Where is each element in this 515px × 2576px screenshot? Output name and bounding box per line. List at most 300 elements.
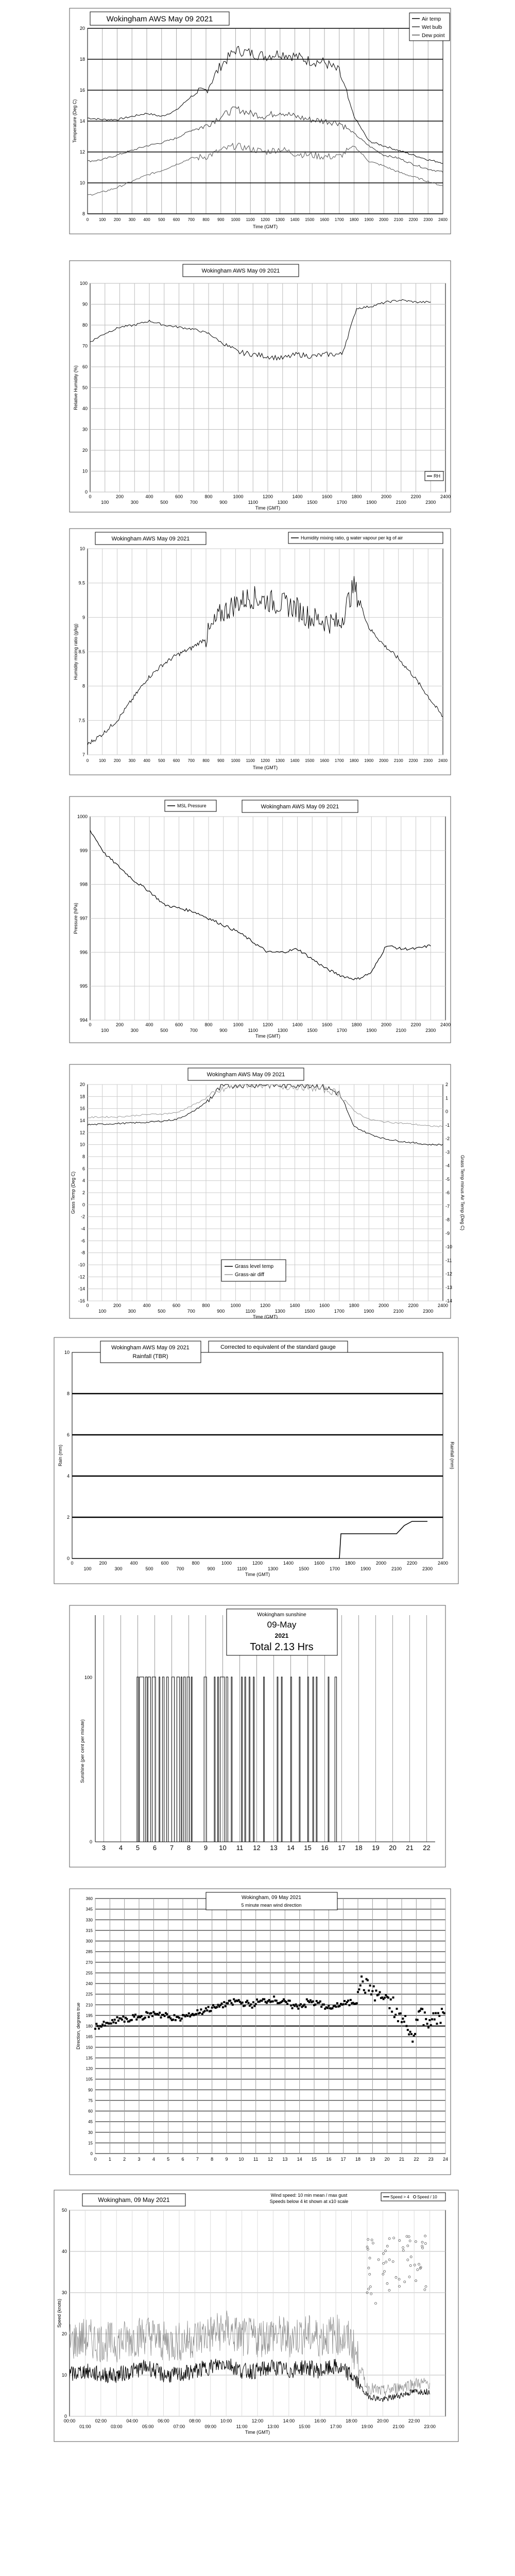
x-tick-label: 15	[311, 2157, 317, 2162]
y-tick-label: 14	[79, 1118, 85, 1123]
x-tick-label: 100	[83, 1566, 92, 1571]
pressure-panel	[0, 796, 515, 1043]
x-tick-label: 0	[86, 217, 89, 222]
direction-point	[363, 1989, 365, 1991]
direction-point	[223, 2001, 225, 2003]
x-tick-label: 7	[169, 1844, 174, 1852]
x-tick-label: 22:00	[408, 2418, 420, 2424]
direction-point	[242, 2002, 244, 2004]
x-tick-label: 1200	[252, 1561, 263, 1566]
x-tick-label: 2200	[408, 1303, 419, 1308]
x-tick-label: 300	[128, 1309, 136, 1314]
y-tick-label: 345	[85, 1907, 93, 1912]
y-tick-label: 10	[61, 2372, 67, 2378]
direction-point	[300, 2003, 302, 2005]
x-tick-label: 1300	[275, 217, 285, 222]
y-tick-label: 135	[85, 2056, 93, 2061]
x-tick-label: 1800	[351, 494, 362, 499]
y-axis-label: Grass Temp minus Air Temp (Deg C)	[460, 1155, 465, 1231]
x-tick-label: 1200	[261, 758, 270, 763]
direction-point	[413, 2035, 415, 2037]
direction-point	[291, 2007, 294, 2009]
direction-point	[310, 1999, 312, 2002]
direction-point	[411, 2041, 414, 2043]
x-tick-label: 12	[267, 2157, 273, 2162]
x-tick-label: 18:00	[346, 2418, 357, 2424]
y2-tick-label: 1	[445, 1095, 449, 1101]
x-tick-label: 21	[406, 1844, 414, 1852]
direction-point	[97, 2025, 99, 2027]
x-tick-label: 04:00	[126, 2418, 138, 2424]
direction-point	[369, 1985, 371, 1987]
y-tick-label: 10	[79, 180, 85, 185]
x-tick-label: 200	[113, 758, 121, 763]
direction-point	[134, 2014, 136, 2016]
x-tick-label: 1300	[277, 500, 288, 505]
x-tick-label: 3	[101, 1844, 106, 1852]
y-tick-label: 165	[85, 2035, 93, 2040]
x-tick-label: 2	[123, 2157, 126, 2162]
legend-label: RH	[434, 473, 440, 479]
x-tick-label: 1400	[290, 758, 300, 763]
direction-point	[387, 1996, 389, 1998]
direction-point	[101, 2024, 104, 2026]
y-tick-label: 120	[85, 2066, 93, 2071]
y-tick-label: -8	[80, 1250, 85, 1256]
direction-point	[425, 2018, 427, 2020]
wind-direction-chart	[0, 1888, 515, 2177]
x-tick-label: 1500	[305, 217, 315, 222]
x-tick-label: 9	[203, 1844, 208, 1852]
direction-point	[358, 1988, 360, 1990]
y-tick-label: 285	[85, 1950, 93, 1955]
x-tick-label: 1900	[364, 758, 374, 763]
x-tick-label: 8	[186, 1844, 191, 1852]
x-tick-label: 11	[236, 1844, 244, 1852]
x-axis-label: Time (GMT)	[245, 1572, 270, 1577]
x-tick-label: 700	[187, 217, 195, 222]
x-tick-label: 9	[225, 2157, 228, 2162]
x-tick-label: 800	[202, 1303, 210, 1308]
direction-point	[405, 2025, 407, 2027]
sunshine-chart	[0, 1605, 515, 1868]
y-tick-label: -16	[78, 1298, 85, 1303]
x-tick-label: 19	[372, 1844, 380, 1852]
wind-speed-panel	[0, 2190, 515, 2442]
direction-point	[435, 2012, 437, 2014]
direction-point	[396, 2008, 398, 2010]
y2-tick-label: -6	[445, 1190, 450, 1195]
grass-temp-chart	[0, 1064, 515, 1319]
y-tick-label: 8.5	[78, 649, 85, 654]
direction-point	[377, 1993, 380, 1995]
x-tick-label: 5	[167, 2157, 170, 2162]
direction-point	[195, 2013, 197, 2015]
y-tick-label: 150	[85, 2045, 93, 2050]
x-axis-label: Time (GMT)	[255, 505, 281, 511]
y-axis-label: Relative Humidity (%)	[73, 365, 78, 410]
x-tick-label: 1200	[262, 494, 273, 499]
direction-point	[251, 2007, 253, 2009]
direction-point	[397, 2020, 399, 2022]
x-tick-label: 20	[389, 1844, 397, 1852]
x-tick-label: 11:00	[236, 2424, 248, 2429]
x-tick-label: 21	[399, 2157, 405, 2162]
x-tick-label: 2100	[393, 1309, 404, 1314]
x-tick-label: 800	[202, 217, 210, 222]
y2-tick-label: -5	[445, 1176, 450, 1182]
x-tick-label: 800	[204, 494, 213, 499]
x-tick-label: 12:00	[251, 2418, 264, 2424]
direction-point	[427, 2026, 430, 2028]
x-tick-label: 2400	[438, 758, 448, 763]
x-axis-label: Time (GMT)	[252, 224, 278, 229]
rain-panel	[0, 1337, 515, 1584]
y-tick-label: 997	[79, 916, 88, 921]
y-tick-label: 20	[79, 26, 85, 31]
chart-title: Wokingham, 09 May 2021	[242, 1895, 301, 1901]
x-tick-label: 1900	[360, 1566, 371, 1571]
y-tick-label: 50	[82, 385, 88, 391]
x-tick-label: 800	[202, 758, 210, 763]
x-tick-label: 1300	[277, 1028, 288, 1033]
x-tick-label: 5	[135, 1844, 140, 1852]
y-tick-label: 995	[79, 984, 88, 989]
direction-point	[252, 2001, 254, 2003]
x-tick-label: 1700	[329, 1566, 340, 1571]
direction-point	[335, 2006, 337, 2008]
direction-point	[276, 1999, 278, 2002]
x-tick-label: 22	[414, 2157, 419, 2162]
x-tick-label: 400	[145, 494, 153, 499]
direction-point	[166, 2013, 168, 2015]
direction-point	[256, 1998, 258, 2001]
direction-point	[133, 2015, 135, 2018]
x-tick-label: 500	[160, 1028, 168, 1033]
direction-point	[210, 2010, 212, 2012]
y-tick-label: 315	[85, 1928, 93, 1933]
x-tick-label: 1100	[248, 500, 258, 505]
y-tick-label: 9	[82, 615, 85, 620]
chart-title: Wokingham AWS May 09 2021	[201, 267, 280, 274]
legend	[425, 471, 443, 481]
direction-point	[179, 2020, 181, 2022]
x-tick-label: 1500	[305, 758, 315, 763]
direction-point	[362, 1980, 364, 1982]
y-tick-label: 70	[82, 343, 88, 349]
y-tick-label: 90	[88, 2088, 93, 2093]
x-tick-label: 400	[143, 217, 150, 222]
direction-point	[232, 2004, 234, 2006]
x-tick-label: 1600	[314, 1561, 325, 1566]
direction-point	[196, 2009, 198, 2011]
direction-point	[360, 1975, 363, 1977]
x-tick-label: 15	[304, 1844, 312, 1852]
temperature-panel	[0, 8, 515, 234]
y-tick-label: 1000	[77, 814, 88, 819]
x-tick-label: 500	[158, 758, 165, 763]
x-tick-label: 16	[326, 2157, 332, 2162]
x-tick-label: 600	[173, 217, 180, 222]
direction-point	[424, 2011, 426, 2013]
direction-point	[273, 1995, 275, 1997]
direction-point	[178, 2017, 180, 2019]
direction-point	[112, 2021, 114, 2023]
legend	[165, 800, 216, 811]
y-tick-label: 6	[66, 1432, 70, 1437]
legend-label: Speed / 10	[417, 2195, 437, 2199]
y-tick-label: 10	[82, 468, 88, 474]
direction-point	[117, 2020, 119, 2022]
x-tick-label: 400	[143, 758, 150, 763]
x-tick-label: 17	[340, 2157, 346, 2162]
y-tick-label: -12	[78, 1274, 85, 1280]
x-tick-label: 06:00	[158, 2418, 169, 2424]
legend	[409, 13, 450, 41]
direction-point	[403, 2021, 405, 2023]
x-tick-label: 900	[217, 758, 225, 763]
x-tick-label: 2000	[379, 217, 388, 222]
y-tick-label: 50	[61, 2208, 67, 2213]
x-tick-label: 2400	[437, 1303, 449, 1308]
y-tick-label: 80	[82, 323, 88, 328]
direction-point	[394, 2014, 397, 2016]
y-tick-label: 8	[82, 1154, 85, 1159]
direction-point	[388, 2007, 390, 2009]
x-tick-label: 1000	[230, 1303, 241, 1308]
x-tick-label: 1000	[233, 1022, 244, 1027]
direction-point	[221, 2003, 223, 2005]
y-axis-label: Temperature (Deg C)	[72, 99, 77, 143]
chart-title: Wokingham AWS May 09 2021	[111, 1345, 190, 1351]
direction-point	[331, 2007, 333, 2009]
direction-point	[370, 1993, 372, 1995]
y-tick-label: 100	[84, 1675, 92, 1680]
legend-label: Speed > 4	[390, 2195, 409, 2199]
x-tick-label: 1100	[237, 1566, 247, 1571]
y-tick-label: 210	[85, 2003, 93, 2008]
x-tick-label: 500	[158, 1309, 166, 1314]
direction-point	[356, 2002, 358, 2004]
direction-point	[233, 1998, 235, 2001]
y-tick-label: 994	[79, 1018, 88, 1023]
y-tick-label: 16	[79, 88, 85, 93]
y-tick-label: 90	[82, 301, 88, 307]
direction-point	[250, 2004, 252, 2006]
direction-point	[206, 2009, 208, 2011]
x-tick-label: 1800	[351, 1022, 362, 1027]
y-tick-label: 8	[66, 1391, 70, 1396]
direction-point	[212, 2004, 214, 2006]
x-tick-label: 400	[143, 1303, 151, 1308]
direction-point	[222, 2006, 224, 2008]
x-tick-label: 19	[370, 2157, 375, 2162]
y-tick-label: 12	[79, 1130, 85, 1136]
wind-direction-panel	[0, 1888, 515, 2177]
x-tick-label: 1800	[349, 1303, 359, 1308]
legend-label: Grass level temp	[235, 1264, 274, 1269]
x-tick-label: 0	[86, 758, 89, 763]
direction-point	[158, 2014, 160, 2016]
direction-point	[121, 2019, 123, 2021]
direction-point	[244, 2005, 246, 2007]
direction-point	[303, 2004, 305, 2006]
x-tick-label: 2200	[410, 1022, 421, 1027]
direction-point	[328, 2005, 330, 2007]
x-tick-label: 1900	[364, 217, 374, 222]
x-tick-label: 1200	[262, 1022, 273, 1027]
x-tick-label: 14:00	[283, 2418, 295, 2424]
x-axis-label: Time (GMT)	[252, 765, 278, 770]
y-tick-label: 180	[85, 2024, 93, 2029]
x-tick-label: 6	[181, 2157, 184, 2162]
x-tick-label: 1300	[267, 1566, 279, 1571]
direction-point	[357, 1991, 359, 1993]
x-tick-label: 2100	[391, 1566, 402, 1571]
x-tick-label: 2400	[438, 217, 448, 222]
direction-point	[400, 2012, 402, 2014]
x-tick-label: 600	[161, 1561, 169, 1566]
direction-point	[151, 2015, 153, 2017]
direction-point	[312, 2001, 314, 2003]
x-tick-label: 19:00	[361, 2424, 373, 2429]
y-tick-label: 999	[79, 848, 88, 853]
direction-point	[407, 2029, 409, 2031]
x-tick-label: 300	[114, 1566, 123, 1571]
x-tick-label: 07:00	[173, 2424, 185, 2429]
x-tick-label: 15:00	[298, 2424, 311, 2429]
direction-point	[419, 2010, 421, 2012]
x-tick-label: 1900	[364, 1309, 374, 1314]
x-tick-label: 1700	[334, 1309, 345, 1314]
direction-point	[295, 2004, 297, 2006]
x-tick-label: 1400	[290, 217, 300, 222]
x-tick-label: 10	[219, 1844, 227, 1852]
y-axis-label: Rain (mm)	[58, 1445, 63, 1466]
chart-title: Wokingham AWS May 09 2021	[207, 1071, 285, 1078]
x-tick-label: 7	[196, 2157, 199, 2162]
humidity-panel	[0, 260, 515, 513]
y2-tick-label: -1	[445, 1122, 450, 1128]
x-tick-label: 2000	[375, 1561, 387, 1566]
x-tick-label: 1800	[349, 217, 359, 222]
chart-total: Total 2.13 Hrs	[250, 1641, 314, 1653]
direction-point	[150, 2012, 152, 2014]
y-tick-label: 105	[85, 2077, 93, 2082]
x-tick-label: 4	[152, 2157, 155, 2162]
x-tick-label: 1900	[366, 1028, 377, 1033]
direction-point	[289, 2000, 291, 2002]
y-tick-label: 2	[82, 1190, 85, 1195]
y-tick-label: 20	[79, 1082, 85, 1087]
y-tick-label: 300	[85, 1939, 93, 1944]
x-tick-label: 2000	[379, 758, 388, 763]
x-tick-label: 13	[282, 2157, 288, 2162]
direction-point	[104, 2025, 106, 2027]
direction-point	[320, 2006, 322, 2008]
x-tick-label: 1200	[260, 1303, 271, 1308]
direction-point	[417, 2019, 419, 2021]
x-tick-label: 17	[338, 1844, 346, 1852]
direction-point	[100, 2026, 102, 2028]
y-tick-label: 15	[88, 2141, 93, 2146]
x-tick-label: 1700	[334, 758, 344, 763]
legend	[381, 2193, 445, 2201]
direction-point	[345, 2003, 347, 2005]
y-axis-label: Direction, degrees true	[76, 2002, 81, 2050]
x-tick-label: 20:00	[377, 2418, 389, 2424]
y-tick-label: 10	[79, 546, 85, 551]
direction-point	[379, 1991, 381, 1993]
x-tick-label: 1700	[336, 1028, 347, 1033]
x-tick-label: 900	[207, 1566, 215, 1571]
direction-point	[374, 1999, 376, 2002]
y-tick-label: 240	[85, 1981, 93, 1986]
chart-date: 09-May	[267, 1620, 297, 1630]
y2-tick-label: -14	[445, 1298, 453, 1303]
direction-point	[432, 2012, 434, 2014]
y-axis-label: Humidity mixing ratio (g/kg)	[73, 623, 78, 680]
direction-point	[339, 2005, 341, 2007]
direction-point	[186, 2015, 188, 2017]
direction-point	[246, 2000, 248, 2002]
legend-label: Humidity mixing ratio, g water vapour per kg of air	[301, 535, 403, 540]
x-tick-label: 1	[108, 2157, 111, 2162]
y-tick-label: -2	[80, 1214, 85, 1219]
x-tick-label: 0	[89, 494, 92, 499]
y2-tick-label: 2	[445, 1082, 449, 1087]
y-tick-label: 225	[85, 1992, 93, 1997]
y-tick-label: 60	[88, 2109, 93, 2114]
x-tick-label: 2300	[422, 1566, 433, 1571]
chart-title: Wokingham AWS May 09 2021	[106, 14, 213, 24]
direction-point	[144, 2016, 146, 2019]
direction-point	[384, 1997, 386, 1999]
x-tick-label: 21:00	[392, 2424, 405, 2429]
x-axis-label: Time (GMT)	[255, 1033, 281, 1039]
x-tick-label: 700	[190, 500, 198, 505]
x-tick-label: 1400	[283, 1561, 294, 1566]
direction-point	[159, 2012, 161, 2014]
y-tick-label: 4	[66, 1473, 70, 1479]
x-tick-label: 23:00	[424, 2424, 436, 2429]
x-tick-label: 100	[99, 217, 106, 222]
direction-point	[342, 2003, 345, 2005]
direction-point	[175, 2019, 177, 2021]
direction-point	[367, 1979, 369, 1981]
x-tick-label: 2300	[423, 217, 433, 222]
x-tick-label: 800	[204, 1022, 213, 1027]
x-tick-label: 2400	[440, 494, 451, 499]
x-tick-label: 1300	[275, 758, 285, 763]
x-tick-label: 600	[175, 1022, 183, 1027]
legend	[221, 1260, 286, 1281]
direction-point	[208, 2006, 210, 2008]
x-tick-label: 2100	[396, 500, 406, 505]
grass-temp-panel	[0, 1064, 515, 1319]
chart-title: Wokingham AWS May 09 2021	[261, 803, 339, 810]
x-tick-label: 13	[270, 1844, 278, 1852]
x-tick-label: 14	[297, 2157, 302, 2162]
direction-point	[423, 2024, 425, 2026]
x-tick-label: 02:00	[95, 2418, 107, 2424]
x-tick-label: 800	[192, 1561, 200, 1566]
x-tick-label: 2300	[423, 758, 433, 763]
x-tick-label: 100	[101, 1028, 109, 1033]
x-tick-label: 200	[99, 1561, 107, 1566]
chart-subtitle: Rainfall (TBR)	[132, 1353, 168, 1360]
x-tick-label: 900	[217, 217, 225, 222]
